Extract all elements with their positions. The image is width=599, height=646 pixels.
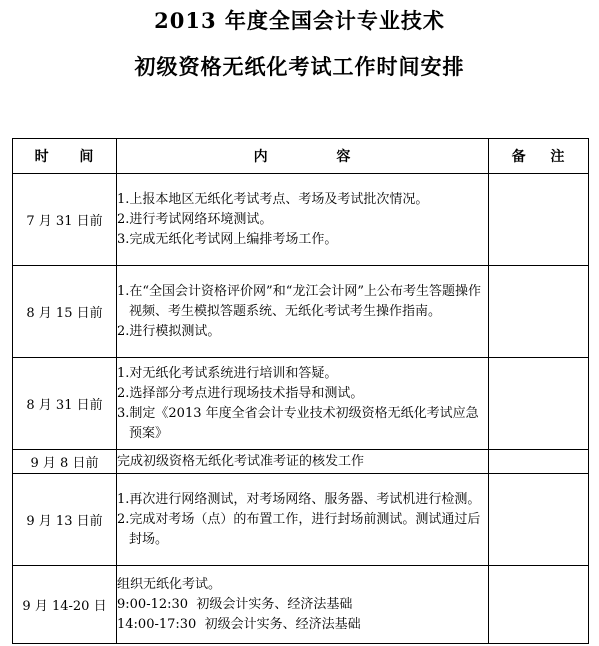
row-content (117, 566, 489, 644)
row-remark (489, 450, 589, 474)
table-header-row (13, 139, 589, 174)
document-title-line-1: 2013 年度全国会计专业技术 (154, 8, 445, 33)
table-row (13, 566, 589, 644)
table-row (13, 450, 589, 474)
table-row (13, 266, 589, 358)
content-item: 14:00-17:30 初级会计实务、经济法基础 (117, 616, 361, 632)
row-content (117, 474, 489, 566)
content-item: 1.对无纸化考试系统进行培训和答疑。 (117, 365, 338, 381)
row-remark (489, 566, 589, 644)
schedule-table (12, 138, 589, 644)
content-item: 1.再次进行网络测试，对考场网络、服务器、考试机进行检测。 (117, 491, 481, 507)
row-content (117, 266, 489, 358)
row-time: 7 月 31 日前 (13, 174, 117, 266)
row-remark (489, 174, 589, 266)
table-row (13, 174, 589, 266)
content-item: 组织无纸化考试。 (117, 576, 222, 592)
row-time: 8 月 15 日前 (13, 266, 117, 358)
row-time: 8 月 31 日前 (13, 358, 117, 450)
table-row (13, 474, 589, 566)
content-item: 2.进行考试网络环境测试。 (117, 211, 273, 227)
header-content: 内 容 (117, 139, 489, 174)
content-item: 1.上报本地区无纸化考试考点、考场及考试批次情况。 (117, 191, 429, 207)
content-item: 完成初级资格无纸化考试准考证的核发工作 (117, 453, 365, 469)
content-item: 3.制定《2013 年度全省会计专业技术初级资格无纸化考试应急预案》 (117, 405, 479, 441)
header-remark: 备 注 (489, 139, 589, 174)
table-row (13, 358, 589, 450)
content-item: 9:00-12:30 初级会计实务、经济法基础 (117, 596, 353, 612)
content-item: 1.在“全国会计资格评价网”和“龙江会计网”上公布考生答题操作视频、考生模拟答题系统、无纸化考试考生操作指南。 (117, 283, 481, 319)
row-content (117, 358, 489, 450)
row-time: 9 月 8 日前 (13, 450, 117, 474)
row-time: 9 月 13 日前 (13, 474, 117, 566)
content-item: 2.选择部分考点进行现场技术指导和测试。 (117, 385, 364, 401)
header-time: 时 间 (13, 139, 117, 174)
row-remark (489, 358, 589, 450)
document-title-line-2: 初级资格无纸化考试工作时间安排 (134, 54, 465, 79)
row-content (117, 174, 489, 266)
row-remark (489, 266, 589, 358)
row-time: 9 月 14-20 日 (13, 566, 117, 644)
row-remark (489, 474, 589, 566)
content-item: 2.完成对考场（点）的布置工作，进行封场前测试。测试通过后封场。 (117, 511, 481, 547)
content-item: 2.进行模拟测试。 (117, 323, 221, 339)
row-content (117, 450, 489, 474)
content-item: 3.完成无纸化考试网上编排考场工作。 (117, 231, 338, 247)
